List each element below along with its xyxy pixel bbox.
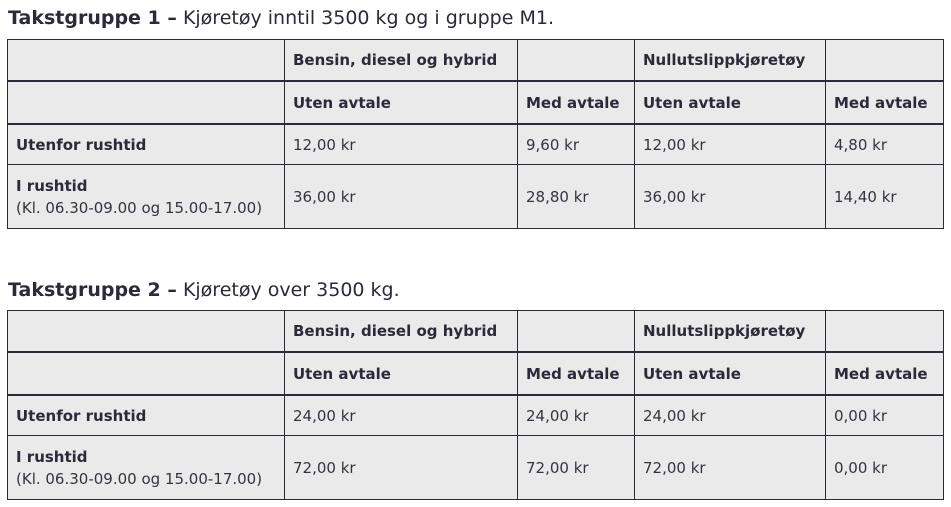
header-cell-with-agreement: Med avtale [518,81,635,124]
row-label-cell [8,165,285,229]
table-row [8,124,944,165]
row-label-cell [8,124,285,165]
price-cell: 0,00 kr [826,395,944,436]
row-label-cell [8,436,285,500]
table-header-row-fuel [8,311,944,353]
header-cell-with-agreement: Med avtale [826,352,944,395]
header-cell-empty [8,40,285,82]
header-cell-empty [8,311,285,353]
price-cell: 12,00 kr [635,124,826,165]
table-row [8,165,944,229]
header-cell-fuel-type: Bensin, diesel og hybrid [285,311,518,353]
table-row [8,395,944,436]
group-1-title-description: Kjøretøy inntil 3500 kg og i gruppe M1. [176,7,554,29]
table-row [8,436,944,500]
price-cell: 14,40 kr [826,165,944,229]
price-cell: 72,00 kr [518,436,635,500]
table-header-row-agreement [8,81,944,124]
header-cell-empty [826,311,944,353]
price-cell: 24,00 kr [518,395,635,436]
header-cell-empty [826,40,944,82]
header-cell-without-agreement: Uten avtale [635,352,826,395]
row-label: I rushtid [16,176,88,195]
header-cell-with-agreement: Med avtale [518,352,635,395]
header-cell-empty [8,81,285,124]
price-cell: 36,00 kr [285,165,518,229]
price-cell: 24,00 kr [285,395,518,436]
header-cell-fuel-type: Bensin, diesel og hybrid [285,40,518,82]
header-cell-with-agreement: Med avtale [826,81,944,124]
price-cell: 36,00 kr [635,165,826,229]
table-header-row-fuel [8,40,944,82]
group-2-title-bold: Takstgruppe 2 – [8,279,177,301]
row-time-note: (Kl. 06.30-09.00 og 15.00-17.00) [16,469,263,488]
price-cell: 72,00 kr [635,436,826,500]
row-label: I rushtid [16,447,88,466]
price-cell: 72,00 kr [285,436,518,500]
group-1-title-bold: Takstgruppe 1 – [8,7,177,29]
price-cell: 4,80 kr [826,124,944,165]
header-cell-empty [518,40,635,82]
table-header-row-agreement [8,352,944,395]
header-cell-without-agreement: Uten avtale [285,81,518,124]
header-cell-empty [8,352,285,395]
price-cell: 24,00 kr [635,395,826,436]
price-cell: 9,60 kr [518,124,635,165]
group-1-title [8,6,554,30]
row-label-cell [8,395,285,436]
group-2-title [8,278,400,302]
price-cell: 28,80 kr [518,165,635,229]
price-cell: 0,00 kr [826,436,944,500]
header-cell-zero-emission: Nullutslippkjøretøy [635,311,826,353]
row-label: Utenfor rushtid [16,406,147,425]
group-1-rate-table [7,39,944,229]
price-cell: 12,00 kr [285,124,518,165]
header-cell-empty [518,311,635,353]
header-cell-zero-emission: Nullutslippkjøretøy [635,40,826,82]
row-label: Utenfor rushtid [16,135,147,154]
group-2-title-description: Kjøretøy over 3500 kg. [176,279,400,301]
group-2-rate-table [7,310,944,500]
header-cell-without-agreement: Uten avtale [635,81,826,124]
row-time-note: (Kl. 06.30-09.00 og 15.00-17.00) [16,198,263,217]
header-cell-without-agreement: Uten avtale [285,352,518,395]
